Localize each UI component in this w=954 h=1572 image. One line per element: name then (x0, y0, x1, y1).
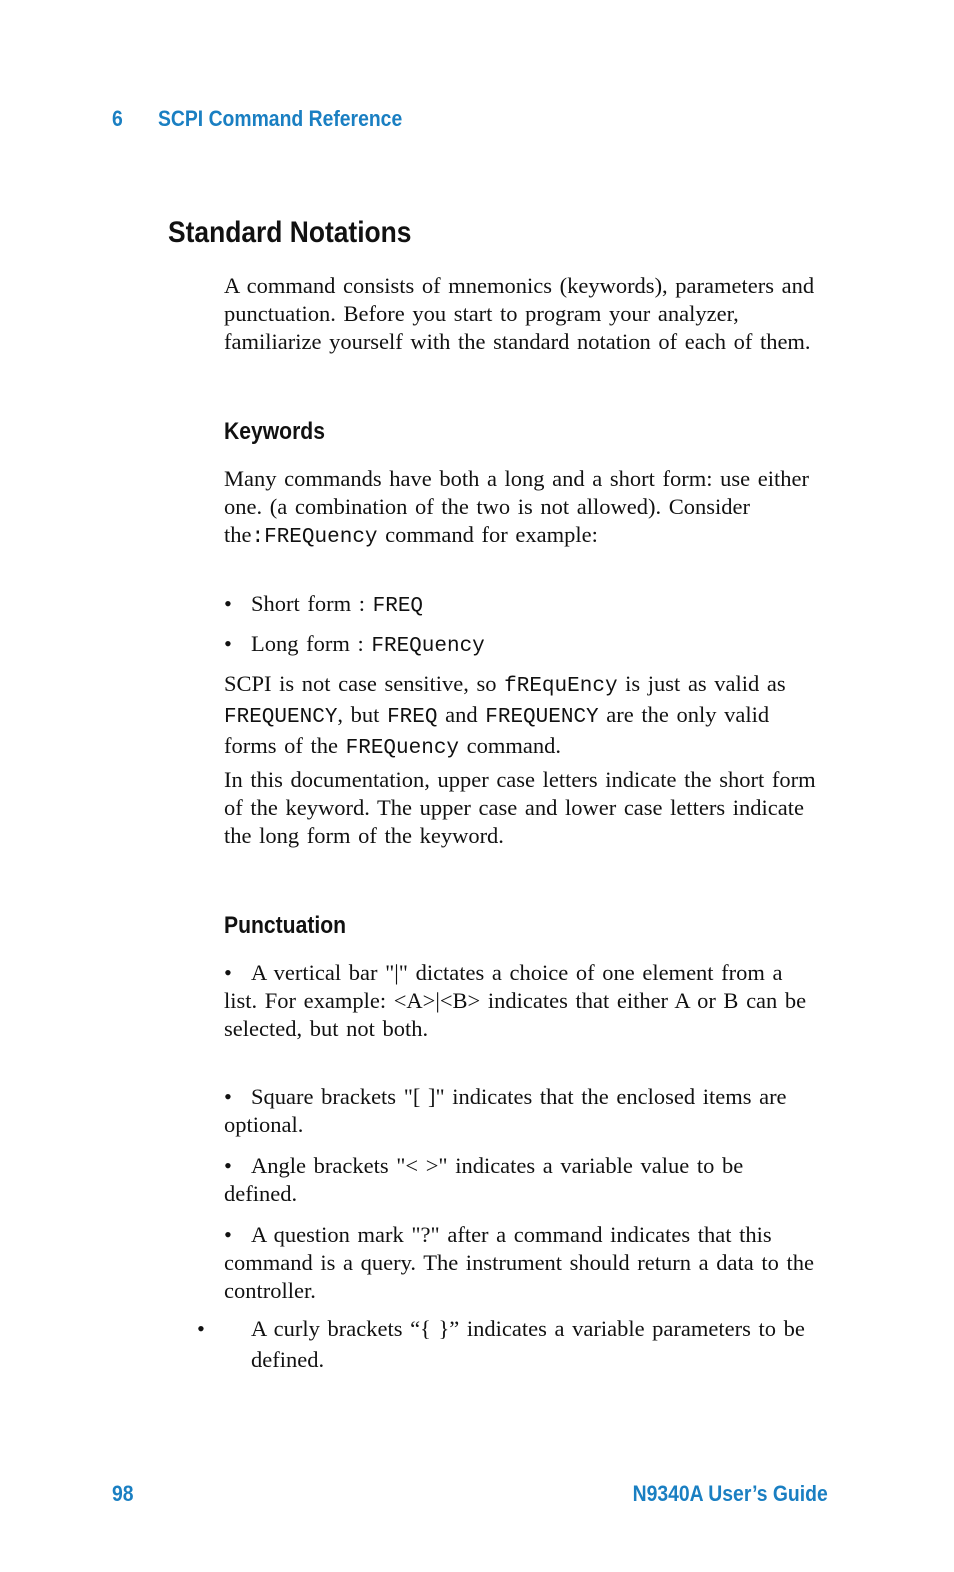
bullet-dot: • (197, 1316, 205, 1341)
keywords-p1-tail: command for example: (377, 522, 598, 547)
code-run: FREQUENCY (224, 706, 338, 729)
code-run: FREQUENCY (485, 706, 599, 729)
punctuation-item-vertical-bar (224, 959, 820, 1043)
short-form-bullet (224, 590, 820, 621)
chapter-title: SCPI Command Reference (158, 106, 403, 131)
keywords-p1-text: Many commands have both a long and a short form: use either one. (a combination of the two is not allowed). Consider the (224, 466, 809, 547)
bullet-dot: • (224, 591, 232, 616)
bullet-dot: • (224, 960, 232, 985)
long-form-bullet (224, 630, 820, 661)
guide-title: N9340A User’s Guide (632, 1481, 828, 1506)
long-form-label: Long form : (251, 631, 372, 656)
bullet-dot: • (224, 631, 232, 656)
page-number: 98 (112, 1481, 134, 1506)
keywords-heading: Keywords (224, 418, 325, 445)
keywords-paragraph-1 (224, 465, 820, 552)
text-run: and (437, 702, 486, 727)
bullet-dot: • (224, 1153, 232, 1178)
punctuation-item-square-brackets (224, 1083, 820, 1139)
intro-paragraph: A command consists of mnemonics (keywords), parameters and punctuation. Before you start to program your analyzer, familiarize yourself with the standard notation of each of them. (224, 273, 815, 354)
code-run: fREquEncy (504, 675, 618, 698)
text-run: is just as valid as (617, 671, 786, 696)
punctuation-item-curly-brackets (197, 1313, 847, 1375)
frequency-code: :FREQuency (251, 526, 378, 549)
text-run: , but (337, 702, 388, 727)
text-run: command. (459, 733, 562, 758)
punctuation-item-text: A vertical bar "|" dictates a choice of one element from a list. For example: <A>|<B> indicates that either A or B can be selected, but not both. (224, 960, 807, 1041)
section-title: Standard Notations (168, 216, 412, 249)
punctuation-item-text: Angle brackets "< >" indicates a variable value to be defined. (224, 1153, 744, 1206)
punctuation-item-text: A curly brackets “{ }” indicates a variable parameters to be defined. (251, 1316, 805, 1372)
punctuation-item-question-mark (224, 1221, 820, 1305)
punctuation-item-text: A question mark "?" after a command indicates that this command is a query. The instrument should return a data to the controller. (224, 1222, 814, 1303)
keywords-paragraph-3: In this documentation, upper case letters indicate the short form of the keyword. The upper case and lower case letters indicate the long form of the keyword. (224, 767, 816, 848)
punctuation-heading: Punctuation (224, 912, 347, 939)
text-run: SCPI is not case sensitive, so (224, 671, 505, 696)
bullet-dot: • (224, 1084, 232, 1109)
code-run: FREQ (387, 706, 438, 729)
short-form-label: Short form : (251, 591, 373, 616)
code-run: FREQuency (345, 737, 460, 760)
keywords-paragraph-2 (224, 670, 820, 763)
punctuation-item-text: Square brackets "[ ]" indicates that the enclosed items are optional. (224, 1084, 787, 1137)
short-form-code: FREQ (372, 595, 424, 618)
text-run: are the only valid forms of the (224, 702, 770, 758)
punctuation-item-angle-brackets (224, 1152, 820, 1208)
chapter-number: 6 (112, 106, 123, 131)
long-form-code: FREQuency (371, 635, 485, 658)
bullet-dot: • (224, 1222, 232, 1247)
